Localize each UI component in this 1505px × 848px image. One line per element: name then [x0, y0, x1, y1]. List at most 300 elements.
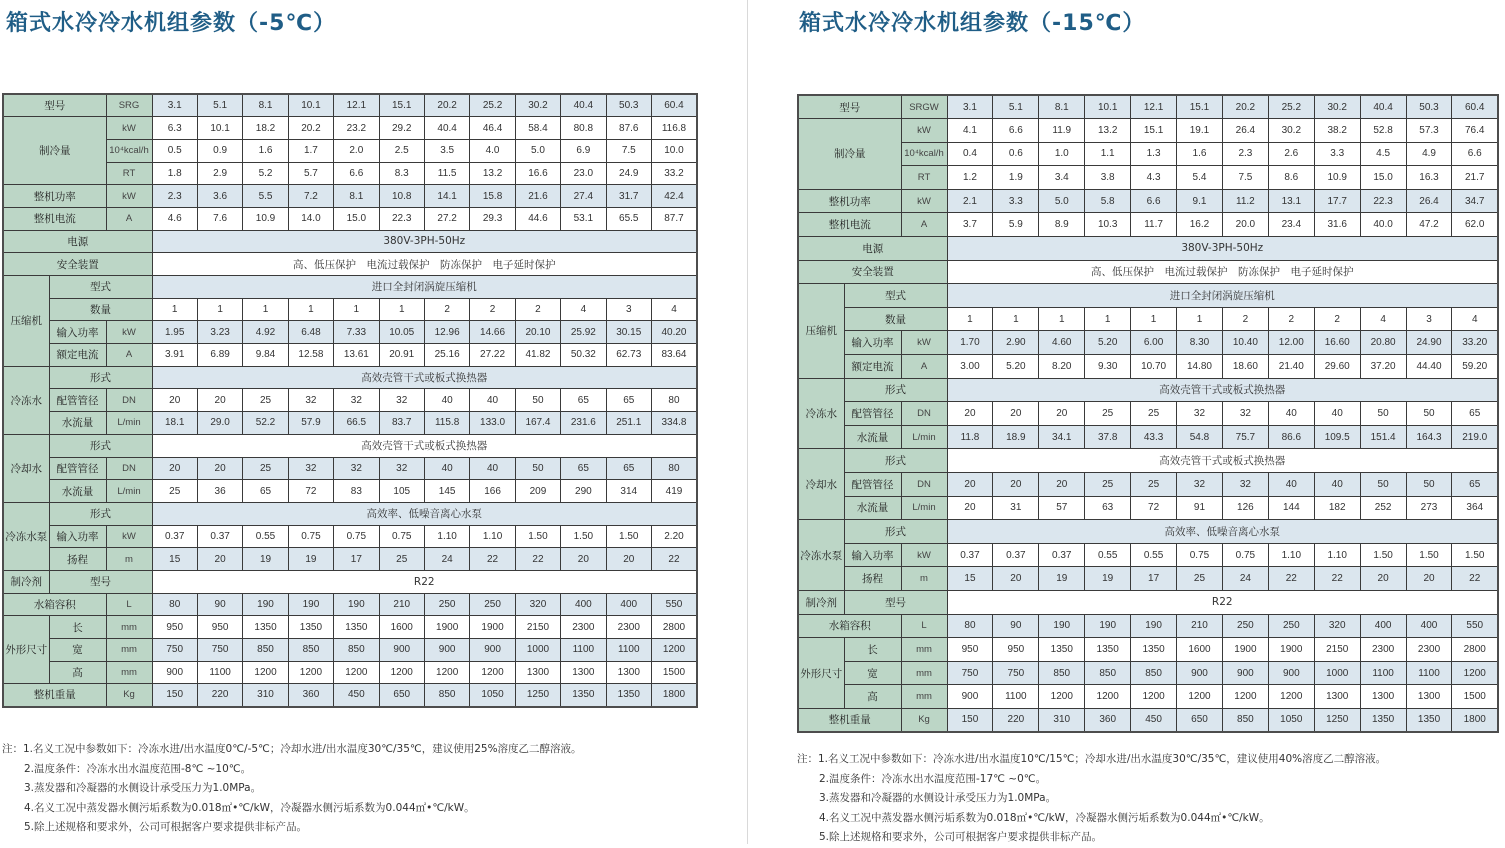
value-cell: 10.1 [1085, 95, 1131, 119]
note-line: 注：1.名义工况中参数如下：冷冻水进/出水温度0℃/-5℃；冷却水进/出水温度30℃/35℃，建议使用25%溶度乙二醇溶液。 [2, 743, 582, 755]
unit-label: L/min [106, 480, 152, 503]
value-cell: 126 [1222, 496, 1268, 520]
table-row-pump-power [798, 543, 1498, 567]
unit-label: kW [901, 331, 947, 355]
row-label: 水箱容积 [3, 593, 106, 616]
unit-label: DN [106, 457, 152, 480]
value-cell: 87.7 [651, 207, 697, 230]
value-cell: 1300 [1360, 685, 1406, 709]
value-cell: 950 [947, 638, 993, 662]
value-cell: 1200 [1268, 685, 1314, 709]
value-cell: 1600 [1177, 638, 1223, 662]
value-cell: 83.64 [651, 344, 697, 367]
value-cell: 4.60 [1039, 331, 1085, 355]
value-cell: 4.5 [1360, 142, 1406, 166]
value-cell: 2.3 [152, 185, 197, 208]
row-label: 水流量 [844, 496, 901, 520]
value-cell: 90 [993, 614, 1039, 638]
value-cell: 1.1 [1085, 142, 1131, 166]
unit-label: RT [901, 166, 947, 190]
value-cell: 32 [334, 389, 379, 412]
value-cell: 65 [243, 480, 288, 503]
value-cell: 5.8 [1085, 189, 1131, 213]
value-cell: 1200 [1039, 685, 1085, 709]
value-cell: 12.00 [1268, 331, 1314, 355]
row-label: 输入功率 [844, 543, 901, 567]
value-cell: 62.73 [606, 344, 651, 367]
table-row-cw-type [798, 449, 1498, 473]
value-cell: 164.3 [1406, 425, 1452, 449]
row-label: 整机电流 [3, 207, 106, 230]
value-cell: 900 [947, 685, 993, 709]
value-cell: 0.75 [1222, 543, 1268, 567]
value-cell: 8.9 [1039, 213, 1085, 237]
value-cell: 2800 [1452, 638, 1498, 662]
value-cell: 5.2 [243, 162, 288, 185]
value-cell: 380V-3PH-50Hz [947, 237, 1498, 261]
value-cell: 26.4 [1222, 119, 1268, 143]
value-cell: 44.40 [1406, 355, 1452, 379]
value-cell: 400 [561, 593, 606, 616]
value-cell: 3.6 [197, 185, 242, 208]
value-cell: 12.58 [288, 344, 333, 367]
value-cell: 0.37 [993, 543, 1039, 567]
row-label: 安全装置 [798, 260, 947, 284]
unit-label: SRGW [901, 95, 947, 119]
value-cell: 30.15 [606, 321, 651, 344]
value-cell: 1200 [1085, 685, 1131, 709]
value-cell: 32 [1222, 473, 1268, 497]
unit-label: 10⁴kcal/h [901, 142, 947, 166]
table-row-cw-flow [3, 480, 697, 503]
value-cell: 1200 [379, 661, 424, 684]
table-row-length [3, 616, 697, 639]
value-cell: 850 [1222, 708, 1268, 732]
table-row-total-power [3, 185, 697, 208]
value-cell: 40 [424, 457, 469, 480]
value-cell: 1000 [1314, 661, 1360, 685]
value-cell: 31.6 [1314, 213, 1360, 237]
value-cell: 1.10 [1268, 543, 1314, 567]
value-cell: 12.1 [334, 94, 379, 117]
table-row-height [798, 685, 1498, 709]
value-cell: 0.75 [334, 525, 379, 548]
table-row-pump-type [3, 502, 697, 525]
value-cell: 3.00 [947, 355, 993, 379]
row-label: 配管管径 [49, 457, 106, 480]
value-cell: 1050 [1268, 708, 1314, 732]
value-cell: 15.1 [1131, 119, 1177, 143]
value-cell: 1300 [515, 661, 560, 684]
value-cell: 25 [379, 548, 424, 571]
value-cell: 80.8 [561, 117, 606, 140]
value-cell: 190 [1039, 614, 1085, 638]
value-cell: 850 [1039, 661, 1085, 685]
value-cell: 2 [470, 298, 515, 321]
value-cell: 52.2 [243, 412, 288, 435]
unit-label: mm [901, 661, 947, 685]
value-cell: 40.4 [1360, 95, 1406, 119]
row-label: 宽 [844, 661, 901, 685]
value-cell: 1800 [651, 684, 697, 707]
value-cell: 0.75 [288, 525, 333, 548]
value-cell: 22 [1314, 567, 1360, 591]
value-cell: 54.8 [1177, 425, 1223, 449]
row-label: 配管管径 [49, 389, 106, 412]
value-cell: 65 [561, 457, 606, 480]
value-cell: 1500 [651, 661, 697, 684]
value-cell: 14.1 [424, 185, 469, 208]
value-cell: 20 [1039, 473, 1085, 497]
value-cell: 15.0 [334, 207, 379, 230]
value-cell: 1300 [1406, 685, 1452, 709]
value-cell: R22 [947, 590, 1498, 614]
value-cell: 20 [993, 473, 1039, 497]
value-cell: 22 [1452, 567, 1498, 591]
value-cell: 75.7 [1222, 425, 1268, 449]
value-cell: 2150 [1314, 638, 1360, 662]
value-cell: 进口全封闭涡旋压缩机 [152, 276, 697, 299]
value-cell: 25.92 [561, 321, 606, 344]
value-cell: 9.1 [1177, 189, 1223, 213]
table-row-comp-qty [3, 298, 697, 321]
value-cell: 1 [1131, 307, 1177, 331]
row-label: 额定电流 [49, 344, 106, 367]
value-cell: 650 [1177, 708, 1223, 732]
value-cell: 20 [197, 457, 242, 480]
value-cell: 1200 [1222, 685, 1268, 709]
value-cell: 0.37 [947, 543, 993, 567]
row-label: 长 [844, 638, 901, 662]
table-row-chilled-type [798, 378, 1498, 402]
value-cell: 1.6 [243, 139, 288, 162]
value-cell: 5.20 [1085, 331, 1131, 355]
value-cell: 2 [424, 298, 469, 321]
value-cell: 1 [1039, 307, 1085, 331]
value-cell: 31 [993, 496, 1039, 520]
group-label: 制冷量 [798, 119, 901, 190]
value-cell: 24.9 [606, 162, 651, 185]
value-cell: 1300 [561, 661, 606, 684]
value-cell: 750 [993, 661, 1039, 685]
value-cell: 2.5 [379, 139, 424, 162]
value-cell: 3.7 [947, 213, 993, 237]
value-cell: 32 [1177, 402, 1223, 426]
note-line: 注：1.名义工况中参数如下：冷冻水进/出水温度10℃/15℃；冷却水进/出水温度30℃/35℃，建议使用40%溶度乙二醇溶液。 [797, 753, 1387, 765]
value-cell: 1.7 [288, 139, 333, 162]
value-cell: 27.2 [424, 207, 469, 230]
value-cell: 190 [288, 593, 333, 616]
value-cell: 1.50 [515, 525, 560, 548]
value-cell: 10.3 [1085, 213, 1131, 237]
value-cell: 4.92 [243, 321, 288, 344]
value-cell: 1900 [1222, 638, 1268, 662]
value-cell: 42.4 [651, 185, 697, 208]
value-cell: 2150 [515, 616, 560, 639]
row-label: 扬程 [49, 548, 106, 571]
value-cell: 15 [152, 548, 197, 571]
value-cell: 72 [1131, 496, 1177, 520]
value-cell: 0.9 [197, 139, 242, 162]
value-cell: 1350 [561, 684, 606, 707]
value-cell: 2300 [1406, 638, 1452, 662]
value-cell: 20 [1039, 402, 1085, 426]
row-label: 数量 [49, 298, 152, 321]
unit-label: L/min [106, 412, 152, 435]
value-cell: 10.40 [1222, 331, 1268, 355]
table-row-cooling-kcal [798, 142, 1498, 166]
value-cell: 25 [1177, 567, 1223, 591]
value-cell: 0.4 [947, 142, 993, 166]
value-cell: 高效率、低噪音离心水泵 [947, 520, 1498, 544]
value-cell: 900 [424, 639, 469, 662]
value-cell: 1.50 [1406, 543, 1452, 567]
value-cell: 25.2 [1268, 95, 1314, 119]
value-cell: 14.0 [288, 207, 333, 230]
value-cell: 850 [1131, 661, 1177, 685]
value-cell: 5.0 [1039, 189, 1085, 213]
value-cell: 450 [334, 684, 379, 707]
value-cell: 3.8 [1085, 166, 1131, 190]
value-cell: 400 [606, 593, 651, 616]
value-cell: 41.82 [515, 344, 560, 367]
value-cell: 9.84 [243, 344, 288, 367]
value-cell: 34.1 [1039, 425, 1085, 449]
value-cell: 550 [651, 593, 697, 616]
value-cell: 150 [152, 684, 197, 707]
value-cell: 1.95 [152, 321, 197, 344]
value-cell: 20 [947, 496, 993, 520]
value-cell: 32 [334, 457, 379, 480]
value-cell: 40 [1314, 402, 1360, 426]
unit-label: A [901, 213, 947, 237]
unit-label: L [106, 593, 152, 616]
value-cell: 50.32 [561, 344, 606, 367]
value-cell: 334.8 [651, 412, 697, 435]
value-cell: 1.10 [470, 525, 515, 548]
unit-label: mm [901, 685, 947, 709]
unit-label: kW [106, 185, 152, 208]
value-cell: 2800 [651, 616, 697, 639]
note-line: 2.温度条件：冷冻水出水温度范围-17℃ ~0℃。 [819, 772, 1047, 785]
value-cell: 90 [197, 593, 242, 616]
table-row-comp-power [798, 331, 1498, 355]
value-cell: 29.0 [197, 412, 242, 435]
row-label: 整机重量 [3, 684, 106, 707]
group-label: 冷冻水泵 [3, 502, 49, 570]
value-cell: 50 [1406, 402, 1452, 426]
unit-label: m [106, 548, 152, 571]
value-cell: 1.2 [947, 166, 993, 190]
value-cell: 50 [1360, 402, 1406, 426]
table-row-width [3, 639, 697, 662]
value-cell: 40 [424, 389, 469, 412]
value-cell: 1.0 [1039, 142, 1085, 166]
value-cell: 1 [197, 298, 242, 321]
row-label: 型号 [3, 94, 106, 117]
table-row-safety [3, 253, 697, 276]
table-row-cw-type [3, 434, 697, 457]
value-cell: 2 [515, 298, 560, 321]
value-cell: 900 [379, 639, 424, 662]
table-row-cooling-kw [3, 117, 697, 140]
unit-label: mm [901, 638, 947, 662]
value-cell: 22.3 [379, 207, 424, 230]
table-row-cooling-kw [798, 119, 1498, 143]
value-cell: 380V-3PH-50Hz [152, 230, 697, 253]
unit-label: DN [901, 473, 947, 497]
value-cell: 360 [1085, 708, 1131, 732]
value-cell: 17 [1131, 567, 1177, 591]
table-row-comp-qty [798, 307, 1498, 331]
value-cell: 27.4 [561, 185, 606, 208]
note-line: 3.蒸发器和冷凝器的水侧设计承受压力为1.0MPa。 [819, 792, 1057, 804]
value-cell: 0.5 [152, 139, 197, 162]
value-cell: 1.8 [152, 162, 197, 185]
value-cell: 1500 [1452, 685, 1498, 709]
row-label: 宽 [49, 639, 106, 662]
value-cell: 57.3 [1406, 119, 1452, 143]
notes [797, 750, 1505, 848]
value-cell: 30.2 [1314, 95, 1360, 119]
value-cell: 20 [152, 457, 197, 480]
value-cell: 29.3 [470, 207, 515, 230]
value-cell: 20 [1360, 567, 1406, 591]
row-label: 输入功率 [49, 525, 106, 548]
value-cell: 15 [947, 567, 993, 591]
value-cell: 2.1 [947, 189, 993, 213]
value-cell: 1200 [651, 639, 697, 662]
row-label: 长 [49, 616, 106, 639]
note-line: 3.蒸发器和冷凝器的水侧设计承受压力为1.0MPa。 [24, 782, 262, 794]
value-cell: 40.4 [561, 94, 606, 117]
unit-label: A [901, 355, 947, 379]
value-cell: 133.0 [470, 412, 515, 435]
value-cell: 52.8 [1360, 119, 1406, 143]
table-row-comp-type [3, 276, 697, 299]
value-cell: 7.5 [606, 139, 651, 162]
row-label: 型号 [49, 570, 152, 593]
unit-label: Kg [106, 684, 152, 707]
row-label: 水流量 [49, 412, 106, 435]
value-cell: 25 [152, 480, 197, 503]
value-cell: 80 [947, 614, 993, 638]
value-cell: 5.20 [993, 355, 1039, 379]
value-cell: 62.0 [1452, 213, 1498, 237]
table-row-chilled-flow [3, 412, 697, 435]
value-cell: 850 [1085, 661, 1131, 685]
value-cell: 3.3 [993, 189, 1039, 213]
value-cell: 4.9 [1406, 142, 1452, 166]
table-row-weight [798, 708, 1498, 732]
value-cell: 6.6 [1452, 142, 1498, 166]
value-cell: 13.2 [470, 162, 515, 185]
value-cell: 144 [1268, 496, 1314, 520]
row-label: 形式 [844, 520, 947, 544]
unit-label: RT [106, 162, 152, 185]
value-cell: 24.90 [1406, 331, 1452, 355]
value-cell: 53.1 [561, 207, 606, 230]
value-cell: 209 [515, 480, 560, 503]
value-cell: 220 [993, 708, 1039, 732]
value-cell: 1800 [1452, 708, 1498, 732]
row-label: 整机电流 [798, 213, 901, 237]
value-cell: 20 [947, 473, 993, 497]
value-cell: 150 [947, 708, 993, 732]
value-cell: 151.4 [1360, 425, 1406, 449]
value-cell: 1200 [470, 661, 515, 684]
value-cell: 40 [1268, 473, 1314, 497]
value-cell: 1600 [379, 616, 424, 639]
row-label: 水流量 [844, 425, 901, 449]
value-cell: 1 [1177, 307, 1223, 331]
unit-label: kW [106, 321, 152, 344]
value-cell: 23.4 [1268, 213, 1314, 237]
table-row-comp-type [798, 284, 1498, 308]
value-cell: 15.8 [470, 185, 515, 208]
value-cell: 1100 [1406, 661, 1452, 685]
row-label: 电源 [3, 230, 152, 253]
value-cell: 1100 [993, 685, 1039, 709]
value-cell: 18.9 [993, 425, 1039, 449]
unit-label: kW [901, 543, 947, 567]
value-cell: 76.4 [1452, 119, 1498, 143]
row-label: 高 [49, 661, 106, 684]
value-cell: 10.70 [1131, 355, 1177, 379]
value-cell: 13.1 [1268, 189, 1314, 213]
value-cell: 11.8 [947, 425, 993, 449]
spec-table [2, 93, 698, 708]
value-cell: 850 [243, 639, 288, 662]
value-cell: 11.5 [424, 162, 469, 185]
value-cell: 1200 [288, 661, 333, 684]
value-cell: 3.1 [152, 94, 197, 117]
unit-label: DN [901, 402, 947, 426]
unit-label: kW [901, 119, 947, 143]
value-cell: 220 [197, 684, 242, 707]
value-cell: 2.20 [651, 525, 697, 548]
note-line: 2.温度条件：冷冻水出水温度范围-8℃ ~10℃。 [24, 762, 252, 775]
unit-label: SRG [106, 94, 152, 117]
table-row-pump-head [798, 567, 1498, 591]
value-cell: 14.80 [1177, 355, 1223, 379]
value-cell: 1 [947, 307, 993, 331]
value-cell: 0.75 [1177, 543, 1223, 567]
value-cell: 20.91 [379, 344, 424, 367]
value-cell: 44.6 [515, 207, 560, 230]
value-cell: 1250 [515, 684, 560, 707]
table-row-model [3, 94, 697, 117]
value-cell: 10.8 [379, 185, 424, 208]
row-label: 形式 [49, 366, 152, 389]
table-row-total-power [798, 189, 1498, 213]
value-cell: 6.48 [288, 321, 333, 344]
row-label: 型号 [844, 590, 947, 614]
unit-label: DN [106, 389, 152, 412]
value-cell: 17.7 [1314, 189, 1360, 213]
unit-label: L/min [901, 425, 947, 449]
value-cell: 12.96 [424, 321, 469, 344]
note-line: 4.名义工况中蒸发器水侧污垢系数为0.018㎡•℃/kW，冷凝器水侧污垢系数为0.044㎡•℃/kW。 [24, 801, 475, 814]
row-label: 型式 [844, 284, 947, 308]
row-label: 水流量 [49, 480, 106, 503]
unit-label: mm [106, 661, 152, 684]
row-label: 输入功率 [844, 331, 901, 355]
table-row-tank [798, 614, 1498, 638]
value-cell: 23.0 [561, 162, 606, 185]
row-label: 形式 [49, 502, 152, 525]
value-cell: 3.1 [947, 95, 993, 119]
